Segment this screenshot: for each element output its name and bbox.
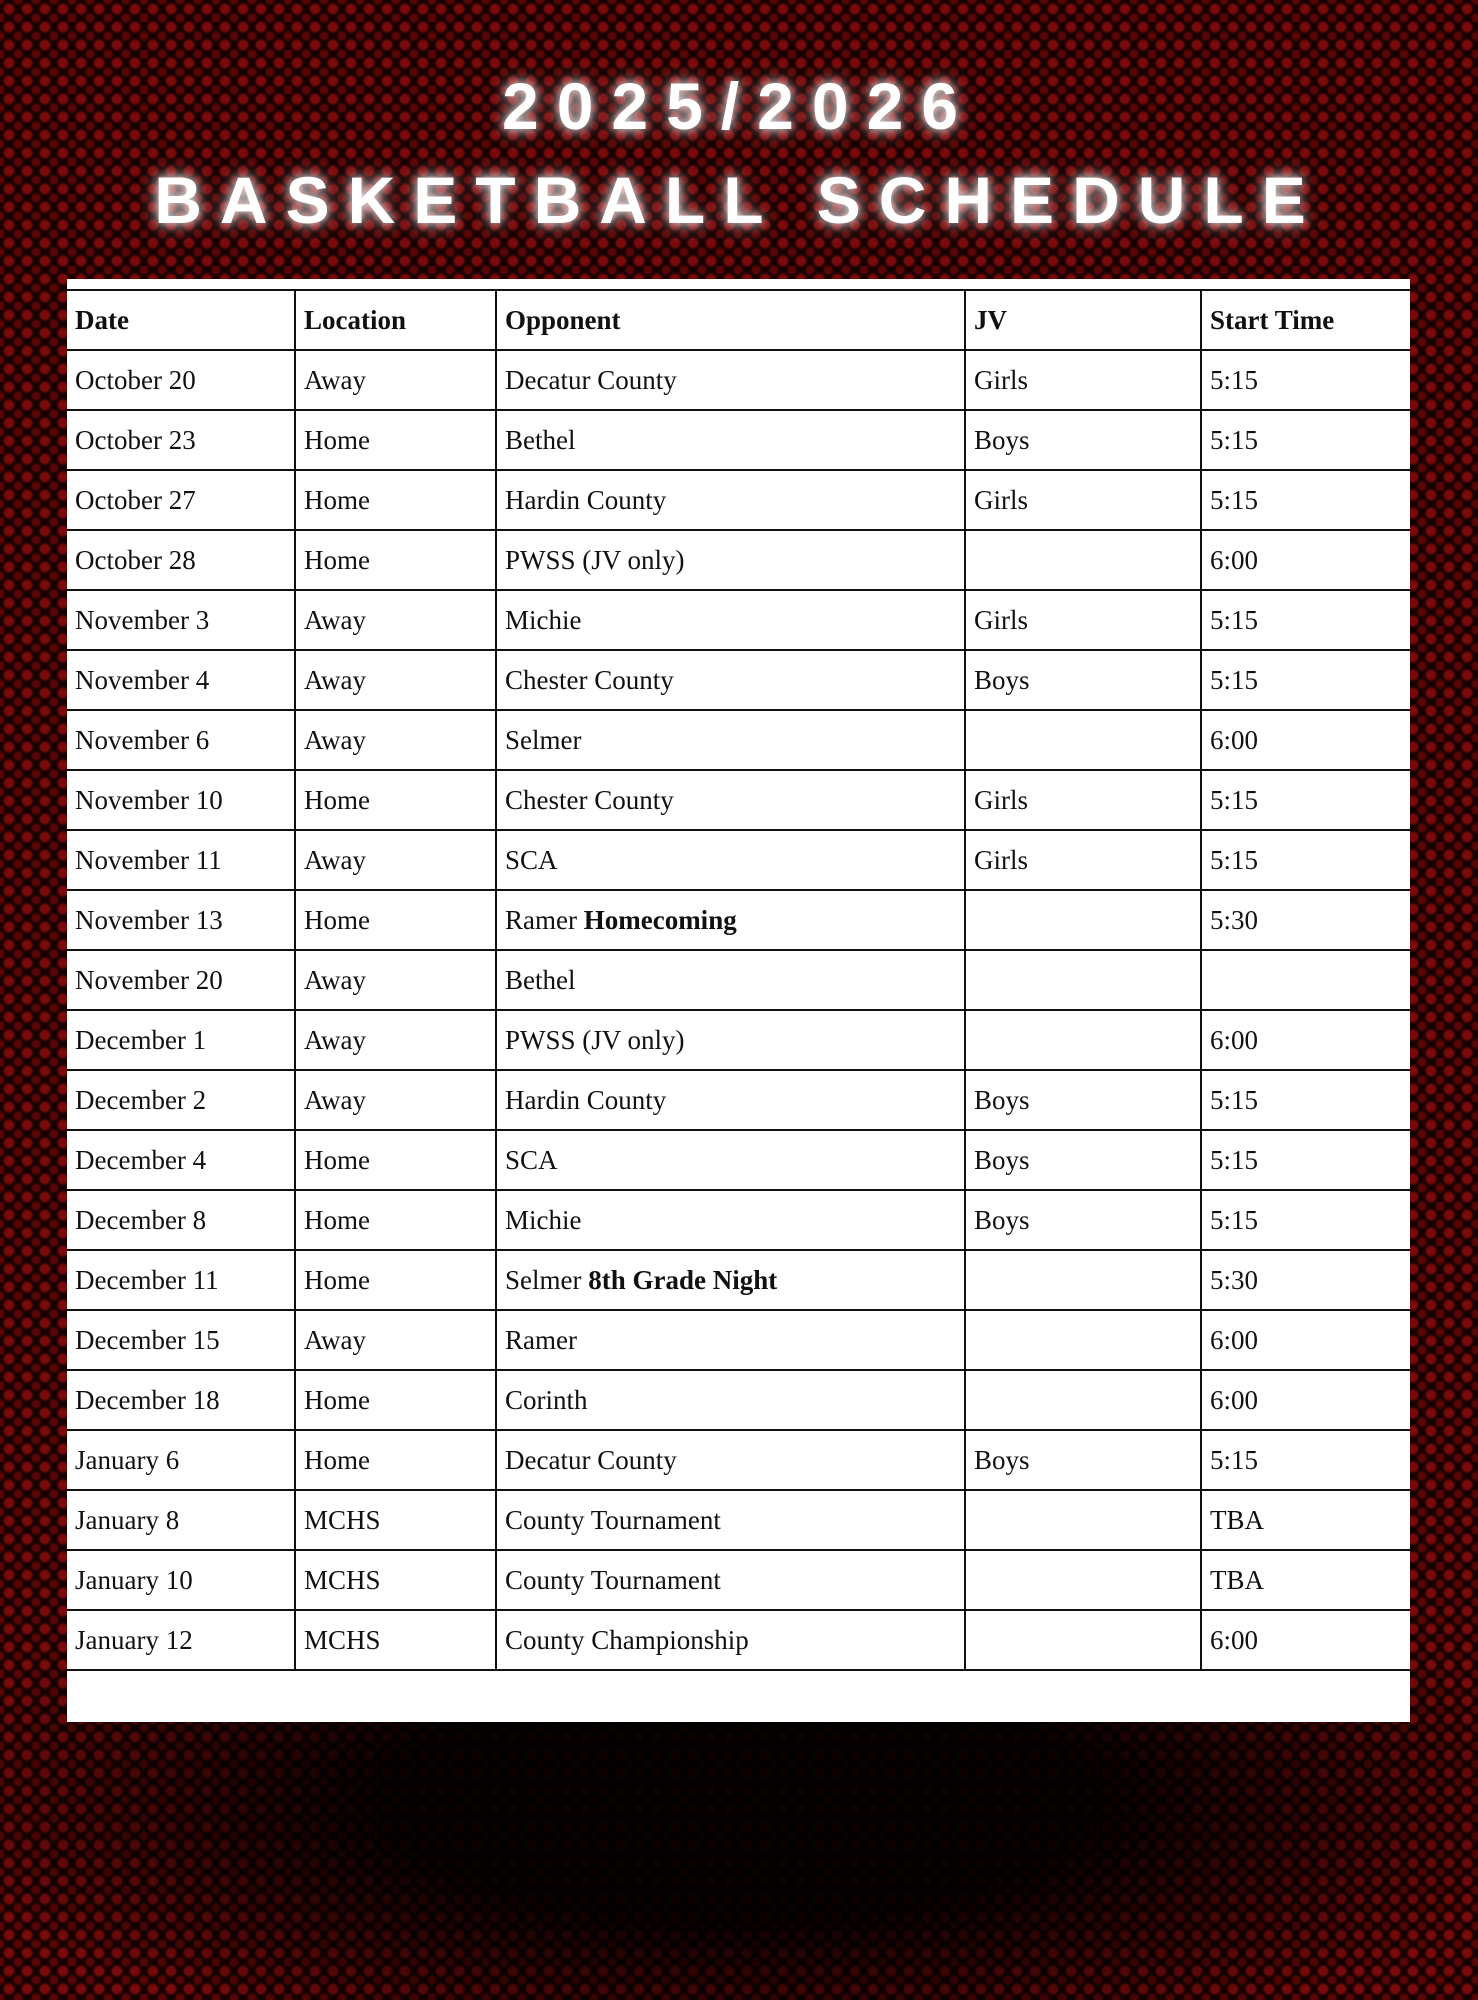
cell-start-time: 5:15 [1201,350,1410,410]
opponent-name: Bethel [505,964,576,995]
cell-opponent [496,950,965,1010]
header-jv: JV [965,290,1201,350]
opponent-name: PWSS (JV only) [505,1024,685,1055]
cell-jv [965,1610,1201,1670]
title-season: 2025/2026 [502,69,976,143]
table-row [67,1430,1410,1490]
cell-opponent [496,1610,965,1670]
cell-date: October 20 [67,350,295,410]
cell-start-time: 5:15 [1201,1130,1410,1190]
cell-location: Home [295,1130,496,1190]
cell-opponent [496,830,965,890]
table-row [67,1610,1410,1670]
cell-jv [965,530,1201,590]
cell-location: Away [295,590,496,650]
cell-jv: Boys [965,1070,1201,1130]
opponent-name: Decatur County [505,1444,677,1475]
cell-opponent [496,1430,965,1490]
opponent-name: Ramer [505,1324,577,1355]
cell-date: November 4 [67,650,295,710]
cell-date: December 18 [67,1370,295,1430]
cell-opponent [496,1070,965,1130]
cell-opponent [496,410,965,470]
opponent-name: Chester County [505,784,674,815]
cell-start-time: 5:15 [1201,1430,1410,1490]
opponent-name: Michie [505,604,582,635]
table-row [67,350,1410,410]
cell-date: December 15 [67,1310,295,1370]
table-row [67,650,1410,710]
cell-date: November 20 [67,950,295,1010]
opponent-name: Selmer [505,1264,589,1295]
table-row [67,1070,1410,1130]
opponent-name: Hardin County [505,1084,667,1115]
cell-opponent [496,1370,965,1430]
cell-location: Away [295,650,496,710]
event-note: Homecoming [583,904,737,935]
opponent-name: Bethel [505,424,576,455]
cell-location: Home [295,1370,496,1430]
table-row [67,830,1410,890]
cell-date: January 8 [67,1490,295,1550]
opponent-name: Chester County [505,664,674,695]
title-heading: BASKETBALL SCHEDULE [154,163,1324,237]
cell-jv [965,710,1201,770]
cell-start-time: 6:00 [1201,1310,1410,1370]
cell-opponent [496,1250,965,1310]
cell-jv [965,1010,1201,1070]
opponent-name: PWSS (JV only) [505,544,685,575]
opponent-name: Selmer [505,724,582,755]
table-row [67,950,1410,1010]
table-row [67,1490,1410,1550]
cell-date: October 28 [67,530,295,590]
cell-location: Away [295,350,496,410]
table-row [67,1190,1410,1250]
cell-date: January 12 [67,1610,295,1670]
cell-start-time: 5:30 [1201,1250,1410,1310]
table-row [67,890,1410,950]
header-date: Date [67,290,295,350]
cell-location: Away [295,830,496,890]
cell-location: Away [295,950,496,1010]
cell-start-time: 6:00 [1201,530,1410,590]
cell-location: Home [295,890,496,950]
cell-start-time: 5:15 [1201,1070,1410,1130]
cell-opponent [496,770,965,830]
cell-location: Home [295,1190,496,1250]
table-row [67,770,1410,830]
cell-jv [965,1490,1201,1550]
opponent-name: County Tournament [505,1564,721,1595]
cell-opponent [496,1010,965,1070]
cell-date: January 6 [67,1430,295,1490]
cell-date: November 3 [67,590,295,650]
cell-jv: Girls [965,350,1201,410]
cell-opponent [496,530,965,590]
cell-start-time [1201,950,1410,1010]
cell-opponent [496,1310,965,1370]
cell-opponent [496,590,965,650]
table-row [67,470,1410,530]
opponent-name: SCA [505,1144,558,1175]
opponent-name: Corinth [505,1384,588,1415]
cell-date: January 10 [67,1550,295,1610]
table-row [67,1250,1410,1310]
opponent-name: County Tournament [505,1504,721,1535]
cell-start-time: TBA [1201,1490,1410,1550]
cell-date: November 6 [67,710,295,770]
cell-opponent [496,1490,965,1550]
cell-opponent [496,650,965,710]
cell-jv: Boys [965,1190,1201,1250]
cell-jv [965,1370,1201,1430]
opponent-name: Decatur County [505,364,677,395]
table-row [67,1010,1410,1070]
cell-start-time: 5:15 [1201,650,1410,710]
cell-date: October 23 [67,410,295,470]
cell-date: December 4 [67,1130,295,1190]
cell-jv: Girls [965,470,1201,530]
cell-start-time: 6:00 [1201,1010,1410,1070]
cell-opponent [496,890,965,950]
cell-jv: Boys [965,1130,1201,1190]
cell-location: Away [295,1070,496,1130]
cell-date: November 13 [67,890,295,950]
cell-date: November 10 [67,770,295,830]
cell-start-time: 5:30 [1201,890,1410,950]
cell-jv [965,1250,1201,1310]
table-header-row [67,290,1410,350]
table-row [67,1550,1410,1610]
cell-location: Home [295,530,496,590]
cell-jv: Girls [965,770,1201,830]
cell-location: Home [295,1250,496,1310]
cell-location: Home [295,1430,496,1490]
cell-opponent [496,470,965,530]
cell-start-time: 6:00 [1201,710,1410,770]
cell-location: Home [295,410,496,470]
event-note: 8th Grade Night [588,1264,778,1295]
cell-date: November 11 [67,830,295,890]
cell-jv [965,1550,1201,1610]
cell-jv: Girls [965,590,1201,650]
cell-date: December 8 [67,1190,295,1250]
table-row [67,710,1410,770]
cell-start-time: 5:15 [1201,830,1410,890]
cell-start-time: 5:15 [1201,770,1410,830]
cell-location: Home [295,770,496,830]
cell-date: October 27 [67,470,295,530]
cell-jv: Boys [965,1430,1201,1490]
cell-location: Away [295,1010,496,1070]
cell-start-time: 6:00 [1201,1370,1410,1430]
table-row [67,1310,1410,1370]
header-opponent: Opponent [496,290,965,350]
cell-location: MCHS [295,1550,496,1610]
cell-location: Away [295,710,496,770]
cell-opponent [496,1130,965,1190]
schedule-sheet [67,279,1410,1722]
schedule-table [67,289,1410,1671]
opponent-name: Ramer [505,904,584,935]
cell-start-time: 5:15 [1201,410,1410,470]
cell-location: MCHS [295,1490,496,1550]
cell-jv: Boys [965,410,1201,470]
cell-start-time: 5:15 [1201,470,1410,530]
cell-jv [965,1310,1201,1370]
table-row [67,1130,1410,1190]
cell-start-time: 6:00 [1201,1610,1410,1670]
cell-location: Away [295,1310,496,1370]
header-start-time: Start Time [1201,290,1410,350]
opponent-name: Michie [505,1204,582,1235]
cell-opponent [496,1190,965,1250]
header-location: Location [295,290,496,350]
cell-opponent [496,350,965,410]
cell-start-time: TBA [1201,1550,1410,1610]
cell-opponent [496,1550,965,1610]
cell-date: December 11 [67,1250,295,1310]
cell-jv [965,950,1201,1010]
cell-location: MCHS [295,1610,496,1670]
cell-start-time: 5:15 [1201,590,1410,650]
opponent-name: County Championship [505,1624,749,1655]
cell-date: December 1 [67,1010,295,1070]
cell-jv: Girls [965,830,1201,890]
cell-opponent [496,710,965,770]
table-row [67,530,1410,590]
table-row [67,1370,1410,1430]
cell-location: Home [295,470,496,530]
table-row [67,410,1410,470]
opponent-name: Hardin County [505,484,667,515]
cell-jv: Boys [965,650,1201,710]
table-row [67,590,1410,650]
cell-date: December 2 [67,1070,295,1130]
cell-start-time: 5:15 [1201,1190,1410,1250]
opponent-name: SCA [505,844,558,875]
cell-jv [965,890,1201,950]
